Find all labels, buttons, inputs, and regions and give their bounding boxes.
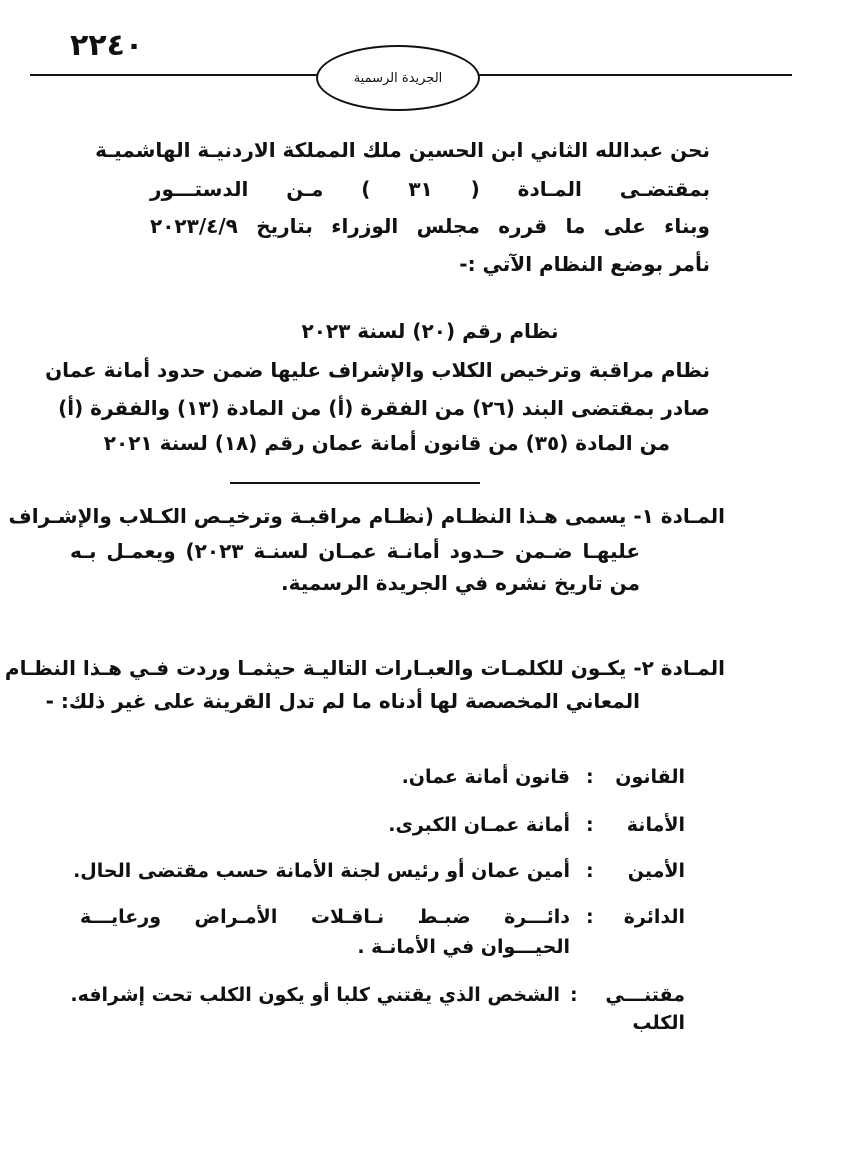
definition-colon: : [586, 814, 594, 836]
definition-colon: : [586, 860, 594, 882]
definition-text: أمانة عمـان الكبرى. [388, 814, 570, 836]
regulation-source-line-2: من المادة (٣٥) من قانون أمانة عمان رقم (١٨) لسنة ٢٠٢١ [103, 431, 670, 455]
definition-text: أمين عمان أو رئيس لجنة الأمانة حسب مقتضى الحال. [73, 860, 570, 882]
definition-term: الأمانة [626, 814, 685, 836]
definition-colon: : [586, 766, 594, 788]
definition-term: مقتنـــي [605, 984, 685, 1006]
regulation-source-line-1: صادر بمقتضى البند (٢٦) من الفقرة (أ) من المادة (١٣) والفقرة (أ) [58, 396, 710, 420]
section-divider [230, 482, 480, 484]
definition-term: الأمين [627, 860, 685, 882]
preamble-line-2: بمقتضـى المـادة ( ٣١ ) مـن الدستـــور [150, 177, 710, 201]
seal-text: الجريدة الرسمية [353, 70, 443, 86]
gazette-seal [316, 45, 480, 111]
definition-text: دائـــرة ضبـط نـاقـلات الأمـراض ورعايـــة [80, 906, 570, 928]
page-number: ٢٢٤٠ [70, 28, 144, 63]
regulation-name-title: نظام مراقبة وترخيص الكلاب والإشراف عليها ضمن حدود أمانة عمان [45, 358, 710, 382]
definition-text-continued: الحيـــوان في الأمانـة . [357, 936, 570, 958]
definition-text: قانون أمانة عمان. [401, 766, 570, 788]
article-2-line-1: المـادة ٢- يكـون للكلمـات والعبـارات التاليـة حيثمـا وردت فـي هـذا النظـام [4, 656, 725, 680]
article-2-line-2: المعاني المخصصة لها أدناه ما لم تدل القرينة على غير ذلك: - [45, 689, 640, 713]
definition-term-continued: الكلب [632, 1012, 685, 1034]
regulation-number-title: نظام رقم (٢٠) لسنة ٢٠٢٣ [301, 319, 559, 343]
definition-colon: : [570, 984, 578, 1006]
article-1-line-2: عليهـا ضـمن حـدود أمانـة عمـان لسنـة ٢٠٢٣) ويعمـل بـه [70, 539, 640, 563]
definition-text: الشخص الذي يقتني كلبا أو يكون الكلب تحت إشرافه. [70, 984, 560, 1006]
article-1-line-1: المـادة ١- يسمى هـذا النظـام (نظـام مراقبـة وترخيـص الكـلاب والإشـراف [8, 504, 725, 528]
article-1-line-3: من تاريخ نشره في الجريدة الرسمية. [281, 571, 640, 595]
definition-term: القانون [615, 766, 685, 788]
definition-colon: : [586, 906, 594, 928]
definition-term: الدائرة [623, 906, 685, 928]
preamble-line-1: نحن عبدالله الثاني ابن الحسين ملك المملكة الاردنيـة الهاشميـة [95, 138, 710, 162]
preamble-line-3: وبناء على ما قرره مجلس الوزراء بتاريخ ٢٠٢٣/٤/٩ [150, 214, 710, 238]
preamble-line-4: نأمر بوضع النظام الآتي :- [459, 252, 710, 276]
